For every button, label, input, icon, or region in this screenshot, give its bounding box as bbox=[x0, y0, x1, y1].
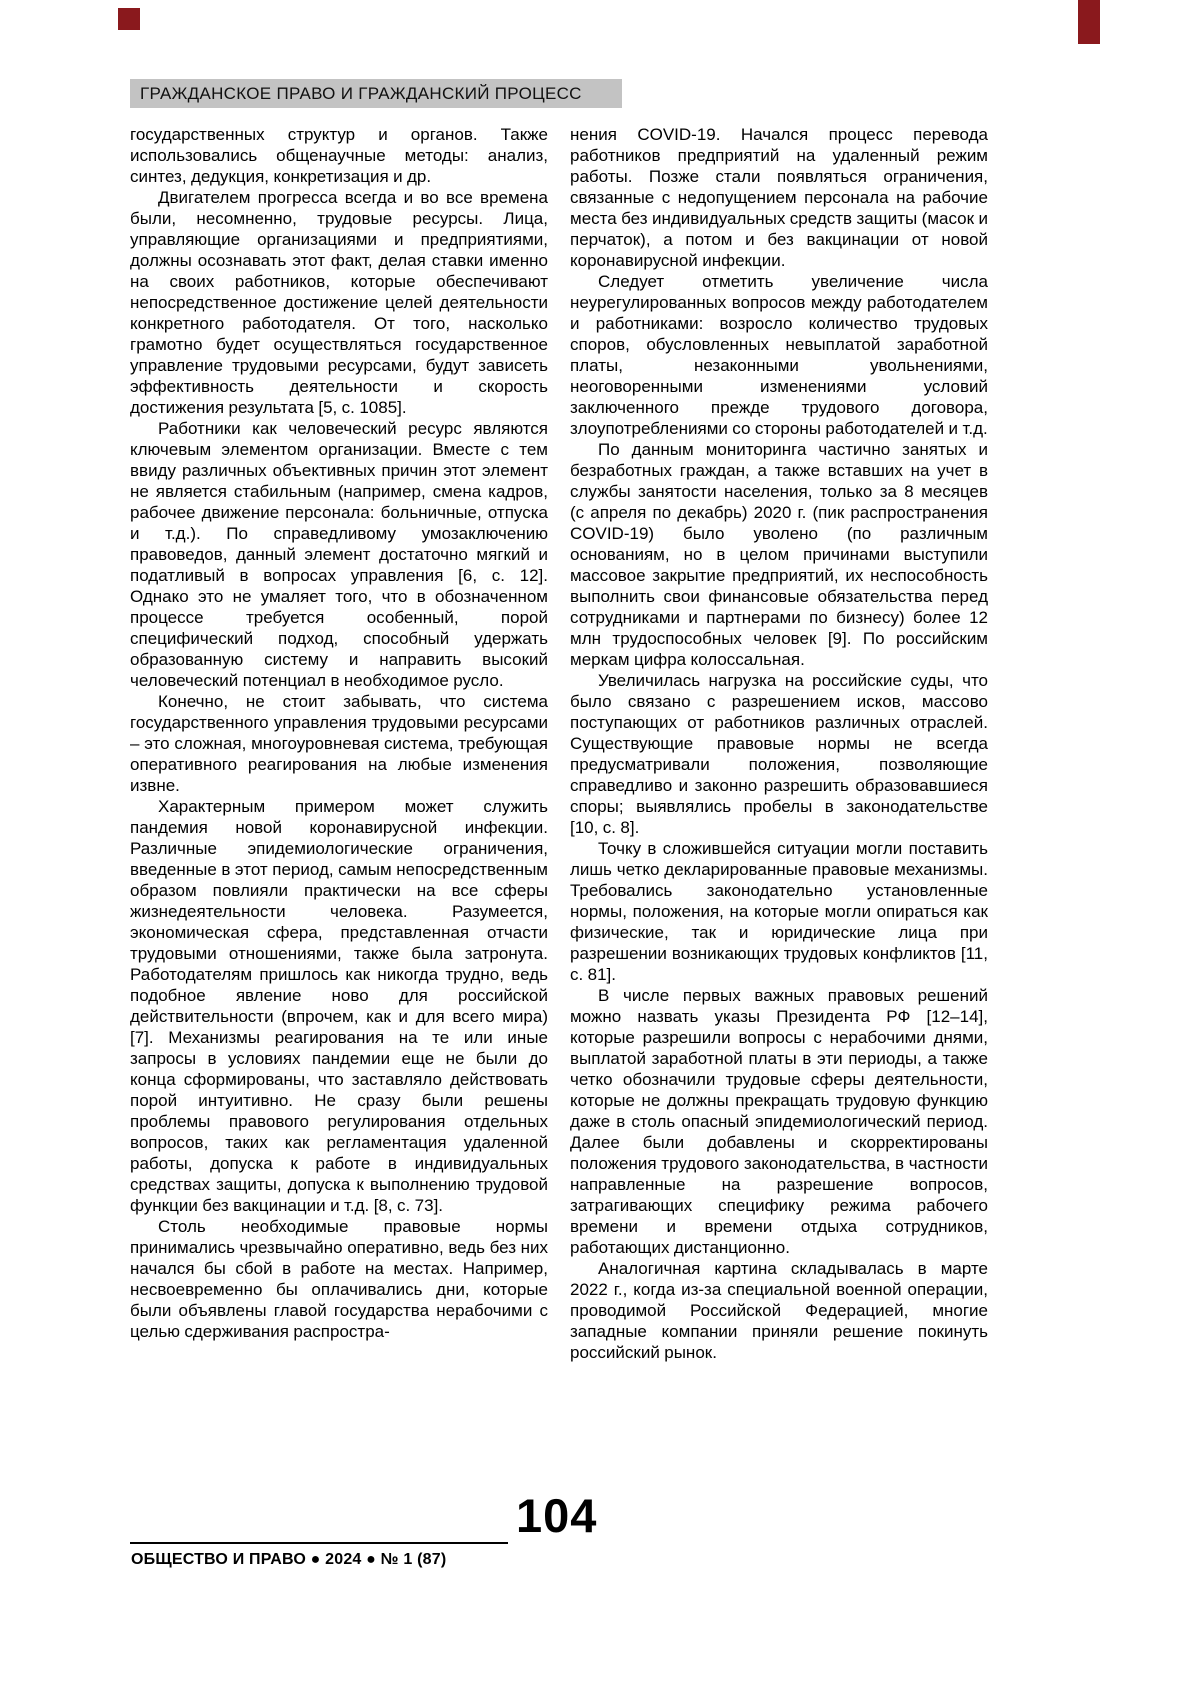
top-right-accent-bar bbox=[1078, 0, 1100, 44]
paragraph: Работники как человеческий ресурс являются ключевым элементом организации. Вместе с тем ввиду различных объективных причин этот элемент не является стабильным (например, смена кадров, рабочее движение персонала: больничные, отпуска и т.д.). По справедливому умозаключению правоведов, данный элемент достаточно мягкий и податливый в вопросах управления [6, с. 12]. Однако это не умаляет того, что в обозначенном процессе требуется особенный, порой специфический подход, способный удержать образованную систему и направить высокий человеческий потенциал в необходимое русло. bbox=[130, 419, 548, 690]
paragraph: Точку в сложившейся ситуации могли поставить лишь четко декларированные правовые механизмы. Требовались законодательно установленные нормы, положения, на которые могли опираться как физические, так и юридические лица при разрешении возникающих трудовых конфликтов [11, с. 81]. bbox=[570, 839, 988, 984]
right-column bbox=[570, 124, 988, 1363]
paragraph: Двигателем прогресса всегда и во все времена были, несомненно, трудовые ресурсы. Лица, управляющие организациями и предприятиями, должны осознавать этот факт, делая ставки именно на своих работников, которые обеспечивают непосредственное достижение целей деятельности конкретного работодателя. От того, насколько грамотно будет осуществляться государственное управление трудовыми ресурсами, будут зависеть эффективность деятельности и скорость достижения результата [5, с. 1085]. bbox=[130, 188, 548, 417]
paragraph: государственных структур и органов. Также использовались общенаучные методы: анализ, синтез, дедукция, конкретизация и др. bbox=[130, 125, 548, 186]
article-body bbox=[130, 124, 988, 1363]
paragraph: Аналогичная картина складывалась в марте 2022 г., когда из-за специальной военной операции, проводимой Российской Федерацией, многие западные компании приняли решение покинуть российский рынок. bbox=[570, 1259, 988, 1362]
paragraph: нения COVID-19. Начался процесс перевода работников предприятий на удаленный режим работы. Позже стали появляться ограничения, связанные с недопущением персонала на рабочие места без индивидуальных средств защиты (масок и перчаток), а потом и без вакцинации от новой коронавирусной инфекции. bbox=[570, 125, 988, 270]
paragraph: Характерным примером может служить пандемия новой коронавирусной инфекции. Различные эпидемиологические ограничения, введенные в этот период, самым непосредственным образом повлияли практически на все сферы жизнедеятельности человека. Разумеется, экономическая сфера, представленная отчасти трудовыми отношениями, также была затронута. Работодателям пришлось как никогда трудно, ведь подобное явление ново для российской действительности (впрочем, как и для всего мира) [7]. Механизмы реагирования на те или иные запросы в условиях пандемии еще не были до конца сформированы, что заставляло действовать порой интуитивно. Не сразу были решены проблемы правового регулирования отдельных вопросов, таких как регламентация удаленной работы, допуска к работе в индивидуальных средствах защиты, допуска к выполнению трудовой функции без вакцинации и т.д. [8, с. 73]. bbox=[130, 797, 548, 1215]
paragraph: В числе первых важных правовых решений можно назвать указы Президента РФ [12–14], которые разрешили вопросы с нерабочими днями, выплатой заработной платы в эти периоды, а также четко обозначили трудовые сферы деятельности, которые не должны прекращать трудовую функцию даже в столь опасный эпидемиологический период. Далее были добавлены и скорректированы положения трудового законодательства, в частности направленные на разрешение вопросов, затрагивающих специфику режима рабочего времени и времени отдыха сотрудников, работающих дистанционно. bbox=[570, 986, 988, 1257]
paragraph: По данным мониторинга частично занятых и безработных граждан, а также вставших на учет в службы занятости населения, только за 8 месяцев (с апреля по декабрь) 2020 г. (пик распространения COVID-19) было уволено (по различным основаниям, но в целом причинами выступили массовое закрытие предприятий, их неспособность выполнить свои финансовые обязательства перед сотрудниками и партнерами по бизнесу) более 12 млн трудоспособных человек [9]. По российским меркам цифра колоссальная. bbox=[570, 440, 988, 669]
journal-info-line: ОБЩЕСТВО И ПРАВО ● 2024 ● № 1 (87) bbox=[131, 1551, 447, 1568]
section-header-strip bbox=[130, 79, 622, 108]
paragraph: Следует отметить увеличение числа неурегулированных вопросов между работодателем и работниками: возросло количество трудовых споров, обусловленных невыплатой заработной платы, незаконными увольнениями, неоговоренными изменениями условий заключенного прежде трудового договора, злоупотреблениями со стороны работодателей и т.д. bbox=[570, 272, 988, 438]
top-left-accent-square bbox=[118, 8, 140, 30]
paragraph: Конечно, не стоит забывать, что система государственного управления трудовыми ресурсами – это сложная, многоуровневая система, требующая оперативного реагирования на любые изменения извне. bbox=[130, 692, 548, 795]
paragraph: Увеличилась нагрузка на российские суды, что было связано с разрешением исков, массово поступающих от работников различных отраслей. Существующие правовые нормы не всегда предусматривали положения, позволяющие справедливо и законно разрешить образовавшиеся споры; выявлялись пробелы в законодательстве [10, с. 8]. bbox=[570, 671, 988, 837]
paragraph: Столь необходимые правовые нормы принимались чрезвычайно оперативно, ведь без них начался бы сбой в работе на местах. Например, несвоевременно бы оплачивались дни, которые были объявлены главой государства нерабочими с целью сдерживания распростра- bbox=[130, 1217, 548, 1341]
section-title: ГРАЖДАНСКОЕ ПРАВО И ГРАЖДАНСКИЙ ПРОЦЕСС bbox=[140, 83, 582, 103]
left-column bbox=[130, 124, 548, 1363]
page-number: 104 bbox=[516, 1489, 598, 1542]
footer-rule bbox=[130, 1542, 508, 1544]
